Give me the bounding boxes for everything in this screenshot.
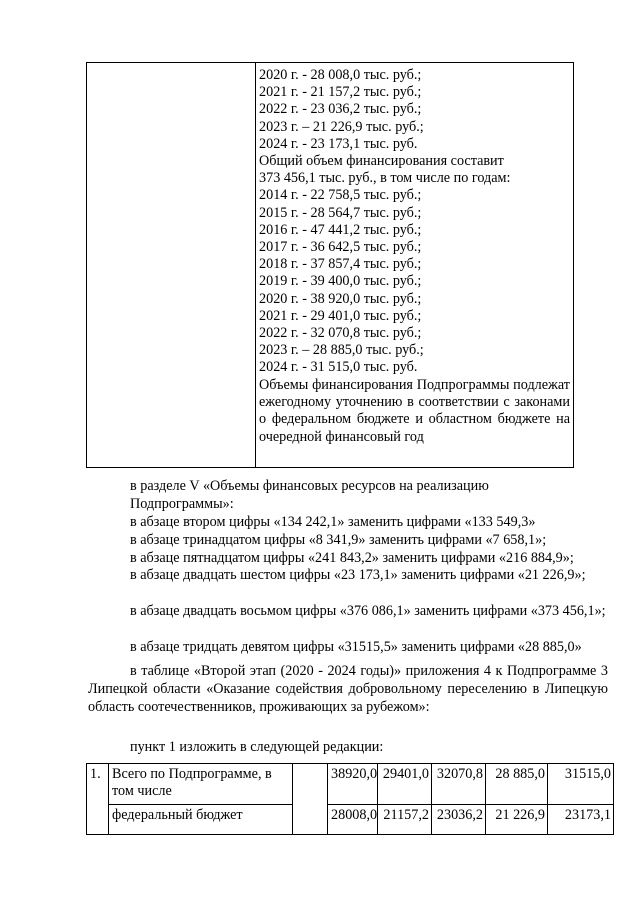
amendment-paragraph: пункт 1 изложить в следующей редакции:	[130, 739, 384, 755]
section-v-paragraph: в разделе V «Объемы финансовых ресурсов на реализацию Подпрограммы»:	[130, 478, 489, 512]
value-cell: 32070,8	[432, 764, 486, 805]
table-row	[87, 805, 614, 835]
funding-line: 2022 г. - 32 070,8 тыс. руб.;	[259, 325, 422, 342]
amendment-paragraph: в абзаце двадцать восьмом цифры «376 086,1» заменить цифрами «373 456,1»;	[130, 603, 606, 619]
table-row	[87, 764, 614, 805]
value-cell: 38920,0	[328, 764, 378, 805]
funding-line: 2020 г. - 38 920,0 тыс. руб.;	[259, 290, 422, 307]
column-divider	[255, 63, 256, 467]
row-label-cell: Всего по Подпрограмме, в том числе	[109, 764, 293, 805]
value-cell: 28008,0	[328, 805, 378, 835]
value-cell: 28 885,0	[486, 764, 548, 805]
value-cell: 31515,0	[548, 764, 614, 805]
funding-line: 2015 г. - 28 564,7 тыс. руб.;	[259, 204, 422, 221]
value-cell: 23036,2	[432, 805, 486, 835]
funding-line: 2017 г. - 36 642,5 тыс. руб.;	[259, 239, 422, 256]
funding-line: 2023 г. – 28 885,0 тыс. руб.;	[259, 342, 424, 359]
funding-note: Объемы финансирования Подпрограммы подлежат ежегодному уточнению в соответствии с законами о федеральном бюджете и областном бюджете на очередной финансовый год	[259, 376, 570, 445]
amendment-paragraph: в абзаце двадцать шестом цифры «23 173,1» заменить цифрами «21 226,9»;	[130, 567, 586, 583]
funding-total-line: 373 456,1 тыс. руб., в том числе по годам:	[259, 170, 511, 187]
funding-line: 2019 г. - 39 400,0 тыс. руб.;	[259, 273, 422, 290]
funding-line: 2018 г. - 37 857,4 тыс. руб.;	[259, 256, 422, 273]
amendment-paragraph: в таблице «Второй этап (2020 - 2024 годы)» приложения 4 к Подпрограмме 3 Липецкой области «Оказание содействия добровольному переселению в Липецкую область соотечественников, проживающих за рубежом»:	[88, 663, 608, 715]
funding-table-top	[86, 62, 574, 468]
funding-line: 2024 г. - 31 515,0 тыс. руб.	[259, 359, 418, 376]
empty-cell	[293, 764, 328, 835]
amendment-paragraph: в абзаце пятнадцатом цифры «241 843,2» заменить цифрами «216 884,9»;	[130, 550, 574, 566]
funding-line: 2021 г. - 21 157,2 тыс. руб.;	[259, 84, 422, 101]
row-label-cell: федеральный бюджет	[109, 805, 293, 835]
funding-line: 2014 г. - 22 758,5 тыс. руб.;	[259, 187, 422, 204]
amendment-paragraph: в абзаце тринадцатом цифры «8 341,9» заменить цифрами «7 658,1»;	[130, 532, 547, 548]
funding-line: 2020 г. - 28 008,0 тыс. руб.;	[259, 67, 422, 83]
funding-line: 2021 г. - 29 401,0 тыс. руб.;	[259, 307, 422, 324]
funding-line: 2023 г. – 21 226,9 тыс. руб.;	[259, 118, 424, 135]
value-cell: 21157,2	[378, 805, 432, 835]
funding-table-bottom	[86, 763, 614, 835]
value-cell: 29401,0	[378, 764, 432, 805]
funding-line: 2022 г. - 23 036,2 тыс. руб.;	[259, 101, 422, 118]
value-cell: 21 226,9	[486, 805, 548, 835]
value-cell: 23173,1	[548, 805, 614, 835]
funding-line: 2016 г. - 47 441,2 тыс. руб.;	[259, 221, 422, 238]
amendment-paragraph: в абзаце тридцать девятом цифры «31515,5» заменить цифрами «28 885,0»	[130, 639, 582, 655]
row-number-cell: 1.	[87, 764, 109, 835]
funding-line: 2024 г. - 23 173,1 тыс. руб.	[259, 135, 418, 152]
amendment-paragraph: в абзаце втором цифры «134 242,1» заменить цифрами «133 549,3»	[130, 514, 536, 530]
funding-total-line: Общий объем финансирования составит	[259, 153, 504, 170]
funding-details-cell	[259, 67, 570, 446]
